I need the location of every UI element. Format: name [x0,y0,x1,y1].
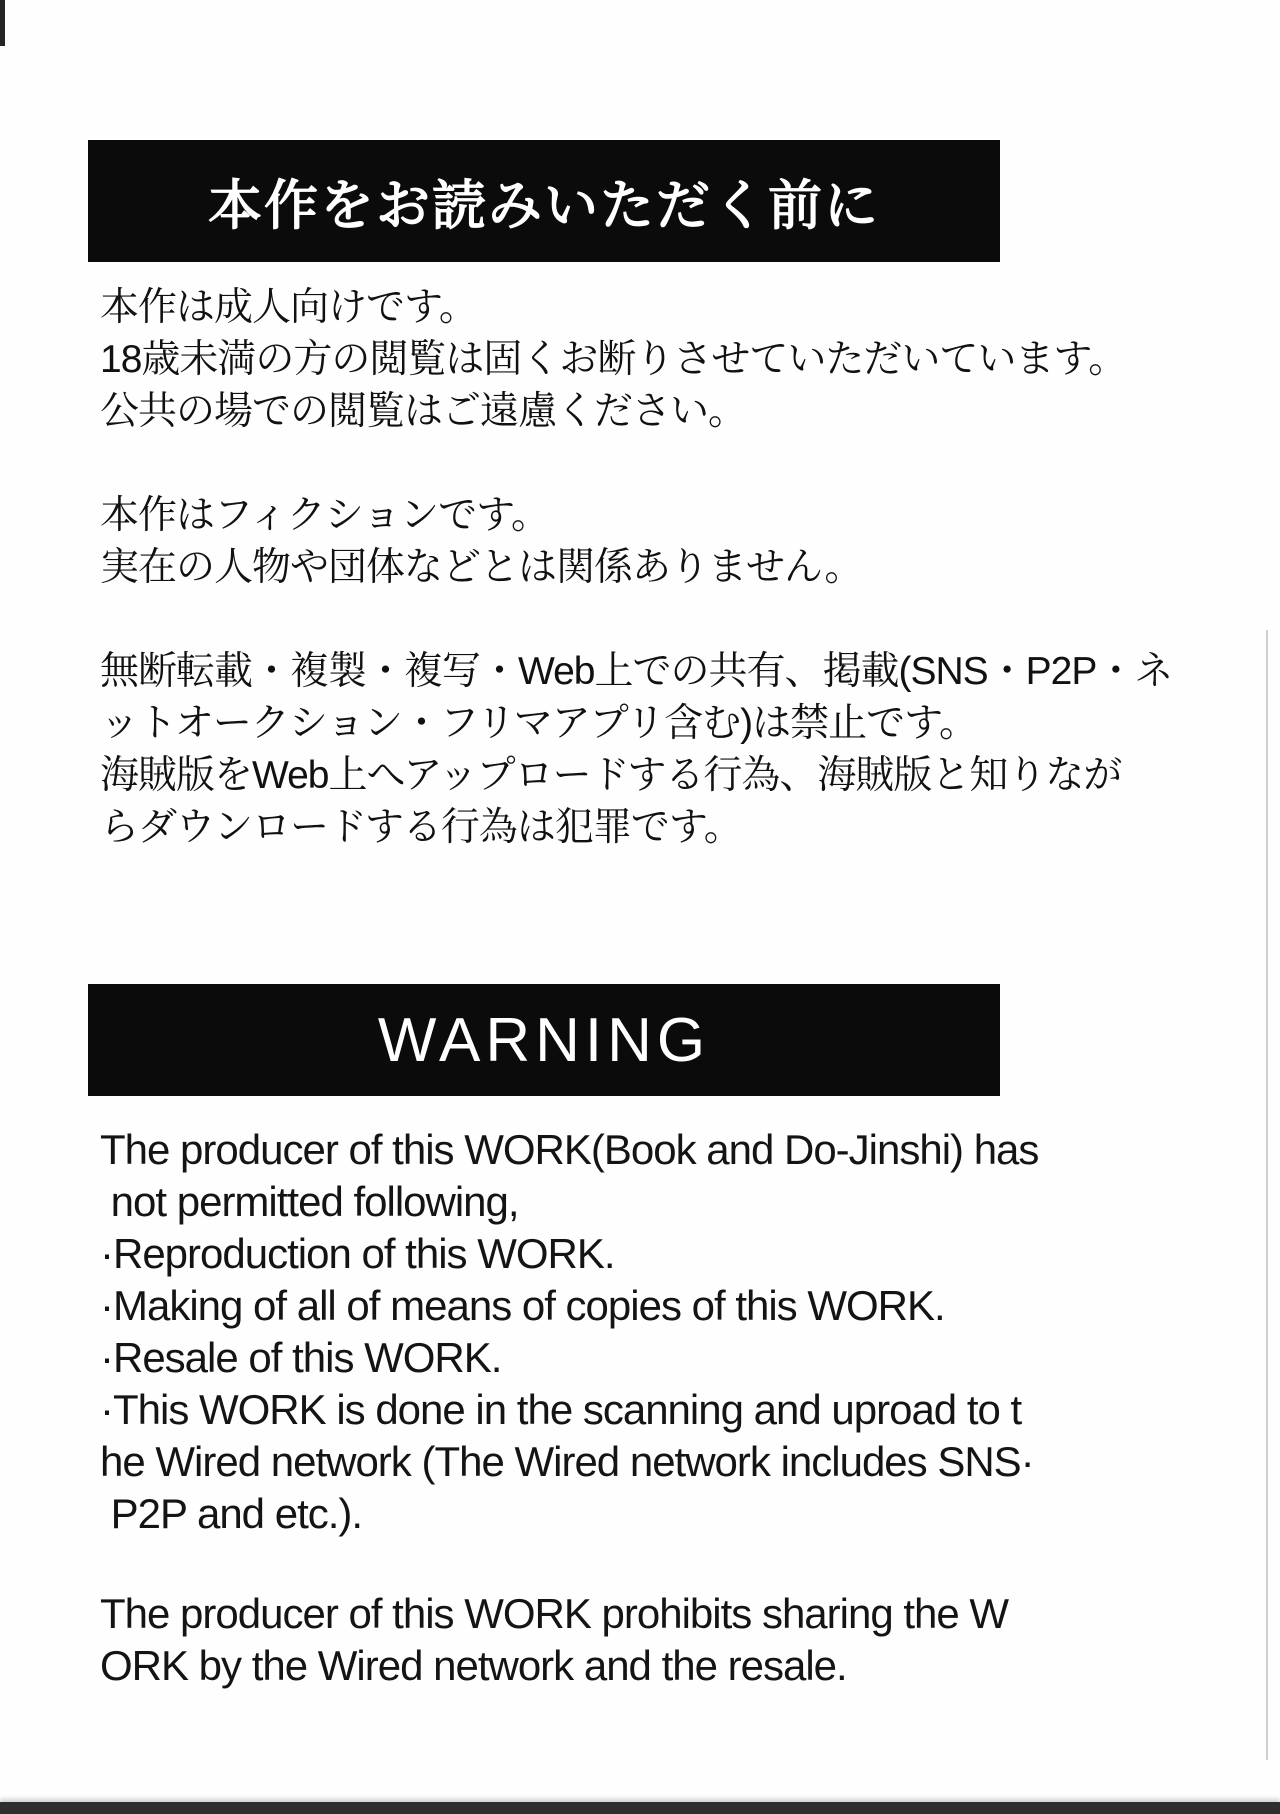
en-paragraph-not-permitted [100,1124,1200,1540]
jp-notice-banner [88,140,1000,262]
text-line: he Wired network (The Wired network includes SNS· [100,1438,1034,1485]
scan-line-artifact-right [1266,630,1268,1760]
jp-paragraph-adult-notice [100,282,1180,438]
scan-edge-artifact-bottom [0,1802,1280,1814]
warning-banner-title: WARNING [377,1005,711,1075]
warning-banner [88,984,1000,1096]
text-line: The producer of this WORK prohibits sharing the W [100,1590,1009,1637]
text-line: 本作は成人向けです。 [100,286,477,329]
text-line: 無断転載・複製・複写・Web上での共有、掲載(SNS・P2P・ネ [100,650,1173,693]
text-line: 公共の場での閲覧はご遠慮ください。 [100,390,747,433]
text-line: 海賊版をWeb上へアップロードする行為、海賊版と知りなが [100,754,1122,797]
jp-paragraph-piracy-notice [100,646,1180,854]
warning-body [100,1124,1200,1692]
text-line: らダウンロードする行為は犯罪です。 [100,806,742,849]
text-line: ·Reproduction of this WORK. [100,1230,615,1277]
jp-paragraph-fiction-notice [100,490,1180,594]
jp-notice-body [100,282,1180,854]
text-line: ットオークション・フリマアプリ含む)は禁止です。 [100,702,978,745]
text-line: ·Resale of this WORK. [100,1334,502,1381]
text-line: 本作はフィクションです。 [100,494,549,537]
text-line: ORK by the Wired network and the resale. [100,1642,847,1689]
text-line: not permitted following, [100,1178,519,1225]
jp-notice-banner-title: 本作をお読みいただく前に [208,175,880,236]
text-line: 18歳未満の方の閲覧は固くお断りさせていただいています。 [100,338,1127,381]
text-line: ·Making of all of means of copies of this WORK. [100,1282,945,1329]
text-line: ·This WORK is done in the scanning and uproad to t [100,1386,1022,1433]
text-line: 実在の人物や団体などとは関係ありません。 [100,546,863,589]
text-line: The producer of this WORK(Book and Do-Jinshi) has [100,1126,1039,1173]
scan-edge-artifact-left [0,0,5,46]
en-paragraph-prohibits-sharing [100,1588,1200,1692]
text-line: P2P and etc.). [100,1490,363,1537]
